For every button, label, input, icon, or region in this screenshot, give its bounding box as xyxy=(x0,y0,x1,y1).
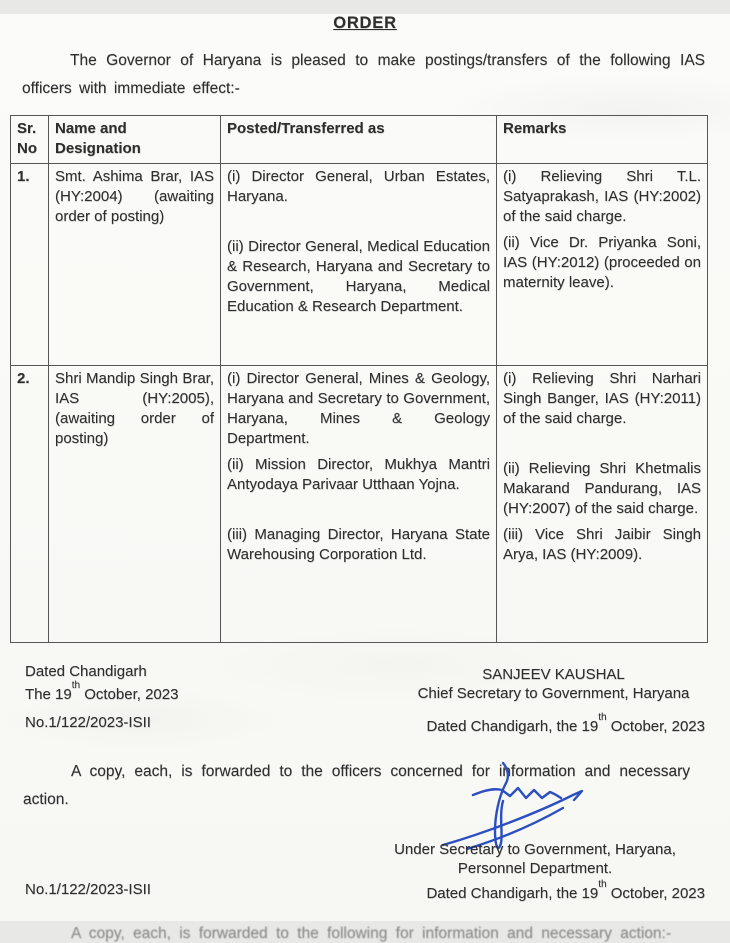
dated-place: Dated Chandigarh xyxy=(25,663,147,680)
col-header-sr-no: Sr. No xyxy=(11,116,49,164)
reference-row xyxy=(25,713,705,736)
reference-number: No.1/122/2023-ISII xyxy=(25,714,151,731)
signatory-block xyxy=(400,665,707,703)
col-header-remarks: Remarks xyxy=(497,116,708,164)
col-header-posted-transferred: Posted/Transferred as xyxy=(221,116,497,164)
reference-row xyxy=(25,880,705,903)
cell-posted-transferred: (i) Director General, Mines & Geology, Haryana and Secretary to Government, Haryana, Mines & Geology Department. (ii) Mission Director, Mukhya Mantri Antyodaya Parivaar Utthaan Yojna. (iii) Managing Director, Haryana State Warehousing Corporation Ltd. xyxy=(221,366,497,643)
under-secretary-line2: Personnel Department. xyxy=(457,860,613,877)
signatory-title: Chief Secretary to Government, Haryana xyxy=(417,685,690,702)
intro-paragraph: The Governor of Haryana is pleased to make postings/transfers of the following IAS officers with immediate effect:- xyxy=(22,52,705,97)
under-secretary-block xyxy=(370,840,700,878)
postings-table xyxy=(10,115,708,643)
table-header-row xyxy=(11,116,708,164)
dated-full-line: Dated Chandigarh, the 19th October, 2023 xyxy=(426,879,705,902)
reference-number: No.1/122/2023-ISII xyxy=(25,881,151,898)
dated-line: The 19th October, 2023 xyxy=(25,680,179,703)
cutoff-partial-line: A copy, each, is forwarded to the following for information and necessary action:- xyxy=(71,924,671,942)
table-row xyxy=(11,164,708,366)
cell-sr-no: 2. xyxy=(11,366,49,643)
cell-remarks: (i) Relieving Shri T.L. Satyaprakash, IAS (HY:2002) of the said charge. (ii) Vice Dr. Priyanka Soni, IAS (HY:2012) (proceeded on maternity leave). xyxy=(497,164,708,366)
cell-name-designation: Shri Mandip Singh Brar, IAS (HY:2005), (awaiting order of posting) xyxy=(49,366,221,643)
dated-place-block xyxy=(25,662,178,704)
order-title: ORDER xyxy=(333,14,397,32)
signatory-name: SANJEEV KAUSHAL xyxy=(482,666,625,683)
copy-note-paragraph: A copy, each, is forwarded to the officers concerned for information and necessary action. xyxy=(23,762,690,808)
cell-name-designation: Smt. Ashima Brar, IAS (HY:2004) (awaiting order of posting) xyxy=(49,164,221,366)
col-header-name-designation: Name and Designation xyxy=(49,116,221,164)
under-secretary-line1: Under Secretary to Government, Haryana, xyxy=(394,841,676,858)
cell-remarks: (i) Relieving Shri Narhari Singh Banger, IAS (HY:2011) of the said charge. (ii) Relieving Shri Khetmalis Makarand Pandurang, IAS (HY:2007) of the said charge. (iii) Vice Shri Jaibir Singh Arya, IAS (HY:2009). xyxy=(497,366,708,643)
dated-full-line: Dated Chandigarh, the 19th October, 2023 xyxy=(426,712,705,735)
cell-sr-no: 1. xyxy=(11,164,49,366)
document-page xyxy=(0,14,730,942)
table-row xyxy=(11,366,708,643)
cell-posted-transferred: (i) Director General, Urban Estates, Haryana. (ii) Director General, Medical Education & Research, Haryana and Secretary to Government, Haryana, Medical Education & Research Department. xyxy=(221,164,497,366)
